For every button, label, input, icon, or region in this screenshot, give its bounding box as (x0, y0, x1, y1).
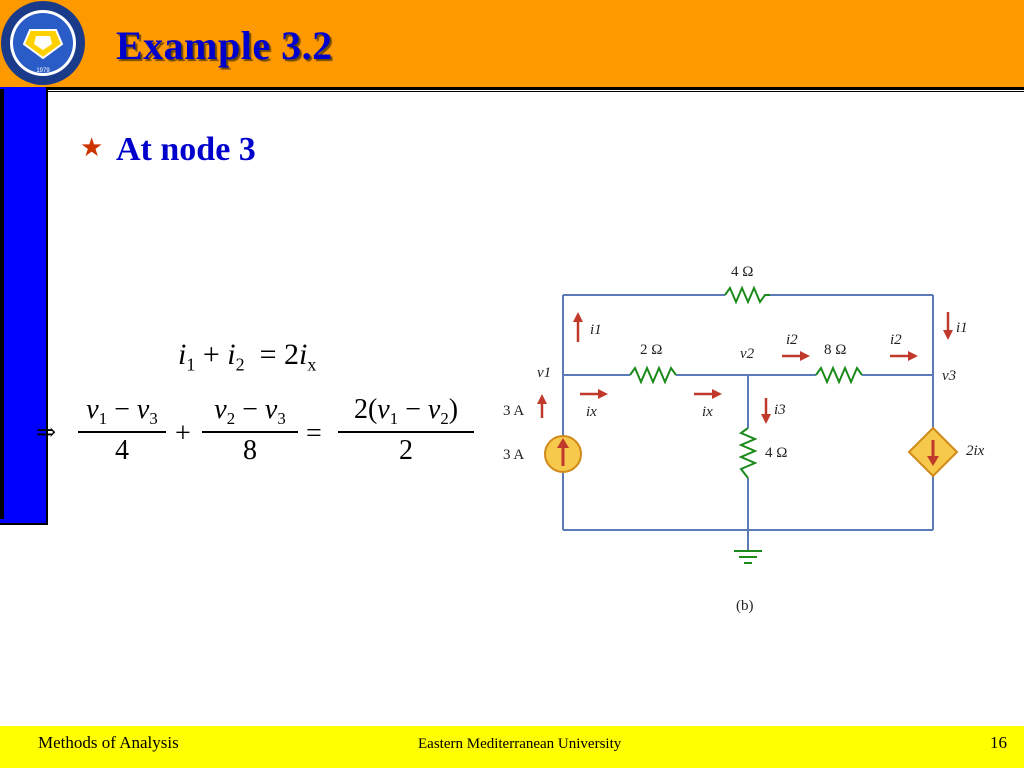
label-dependent-source: 2ix (966, 443, 985, 459)
label-i3: i3 (774, 402, 786, 418)
label-ix-left: ix (586, 404, 597, 420)
plus-sign: + (175, 418, 191, 449)
implies-arrow: ⇒ (36, 420, 57, 446)
bullet-text: At node 3 (116, 131, 256, 168)
label-4-ohm-vertical: 4 Ω (765, 445, 788, 461)
label-8-ohm: 8 Ω (824, 342, 847, 358)
label-ix-mid: ix (702, 404, 713, 420)
equation-node3-currents: $i_1 + i_2 = 2i_x$ (178, 338, 317, 375)
star-bullet-icon: ★ (80, 133, 104, 162)
label-node-v2: v2 (740, 346, 755, 362)
slide-sidebar-bar (0, 87, 48, 525)
fraction-rhs: $2(v_1 - v_2)$ 2 (338, 394, 474, 467)
label-source-3A-top: 3 A (503, 403, 525, 419)
label-top-resistor: 4 Ω (731, 264, 754, 280)
fraction-term2: $v_2 - v_3$ 8 (202, 394, 298, 467)
label-i1-left: i1 (590, 322, 602, 338)
circuit-diagram (490, 250, 1010, 620)
label-2-ohm: 2 Ω (640, 342, 663, 358)
equals-sign: = (306, 418, 322, 449)
fraction-term1: $v_1 - v_3$ 4 (78, 394, 166, 467)
footer-course-title: Methods of Analysis (38, 733, 179, 752)
label-i1-right: i1 (956, 320, 968, 336)
logo-year: 1979 (36, 68, 50, 74)
header-divider (48, 87, 1024, 90)
label-source-3A: 3 A (503, 447, 525, 463)
header-divider-thin (48, 91, 1024, 92)
label-i2-right: i2 (890, 332, 902, 348)
slide-title: Example 3.2 (116, 23, 333, 68)
figure-caption: (b) (736, 598, 754, 614)
label-i2-mid: i2 (786, 332, 798, 348)
footer-page-number: 16 (990, 733, 1007, 752)
label-node-v1: v1 (537, 365, 552, 381)
label-node-v3: v3 (942, 368, 957, 384)
footer-university: Eastern Mediterranean University (418, 736, 622, 752)
university-logo (0, 0, 86, 86)
